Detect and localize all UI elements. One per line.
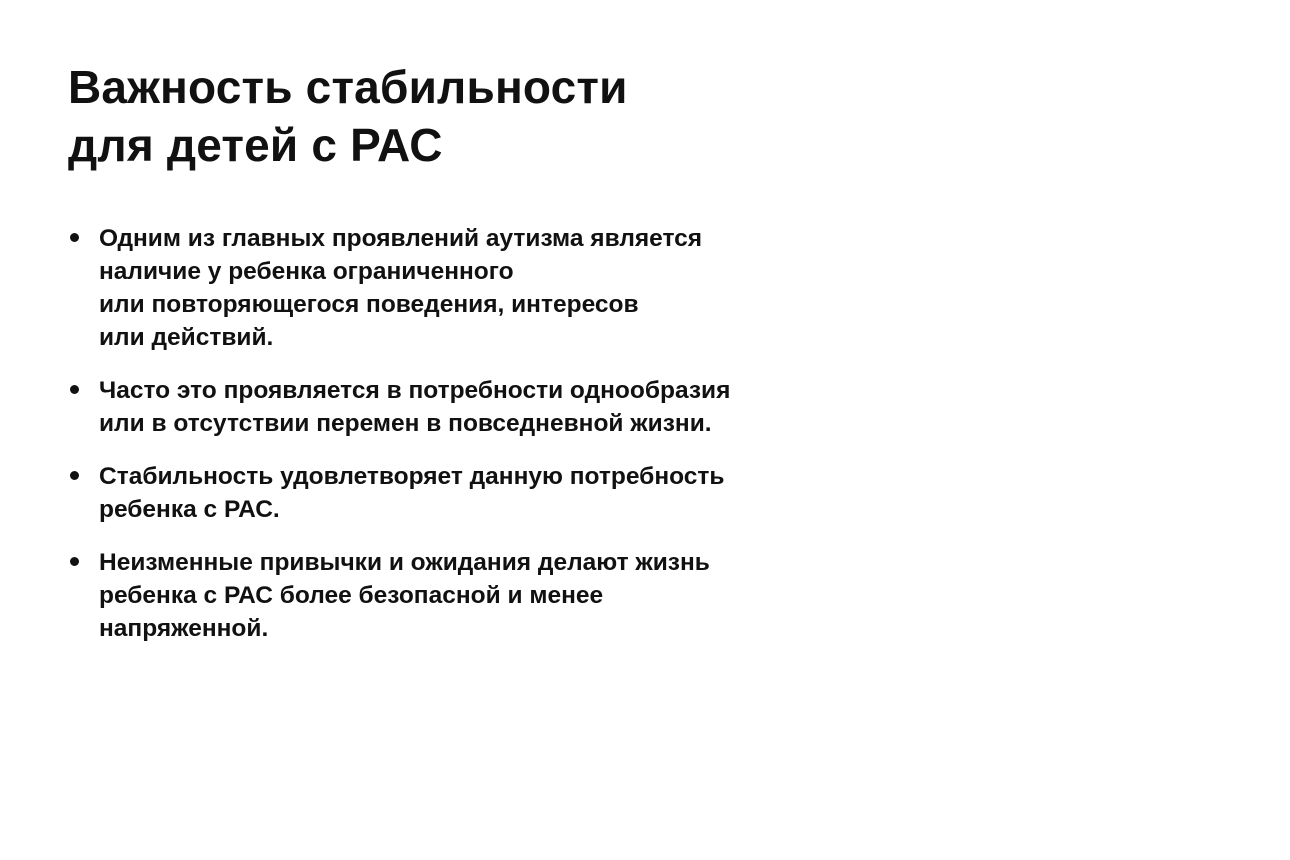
page-title [68, 58, 788, 174]
bullet-dot-icon [70, 233, 79, 242]
bullet-text [99, 374, 828, 440]
bullet-line: Стабильность удовлетворяет данную потребность [99, 463, 725, 490]
bullet-item-3 [68, 460, 828, 526]
bullet-line: Часто это проявляется в потребности однообразия [99, 377, 731, 404]
title-line-2: для детей с РАС [68, 119, 443, 171]
bullet-line: ребенка с РАС более безопасной и менее [99, 582, 604, 609]
bullet-list [68, 222, 828, 665]
bullet-text [99, 546, 828, 645]
bullet-line: Неизменные привычки и ожидания делают жизнь [99, 549, 710, 576]
bullet-line: Одним из главных проявлений аутизма является [99, 225, 703, 252]
bullet-line: или действий. [99, 324, 274, 351]
bullet-text [99, 222, 828, 354]
bullet-dot-icon [70, 385, 79, 394]
bullet-item-1 [68, 222, 828, 354]
bullet-line: наличие у ребенка ограниченного [99, 258, 514, 285]
bullet-line: напряженной. [99, 615, 269, 642]
bullet-line: или в отсутствии перемен в повседневной жизни. [99, 410, 712, 437]
bullet-dot-icon [70, 557, 79, 566]
title-line-1: Важность стабильности [68, 61, 628, 113]
bullet-item-2 [68, 374, 828, 440]
bullet-text [99, 460, 828, 526]
bullet-line: ребенка с РАС. [99, 496, 280, 523]
bullet-dot-icon [70, 471, 79, 480]
bullet-item-4 [68, 546, 828, 645]
bullet-line: или повторяющегося поведения, интересов [99, 291, 639, 318]
